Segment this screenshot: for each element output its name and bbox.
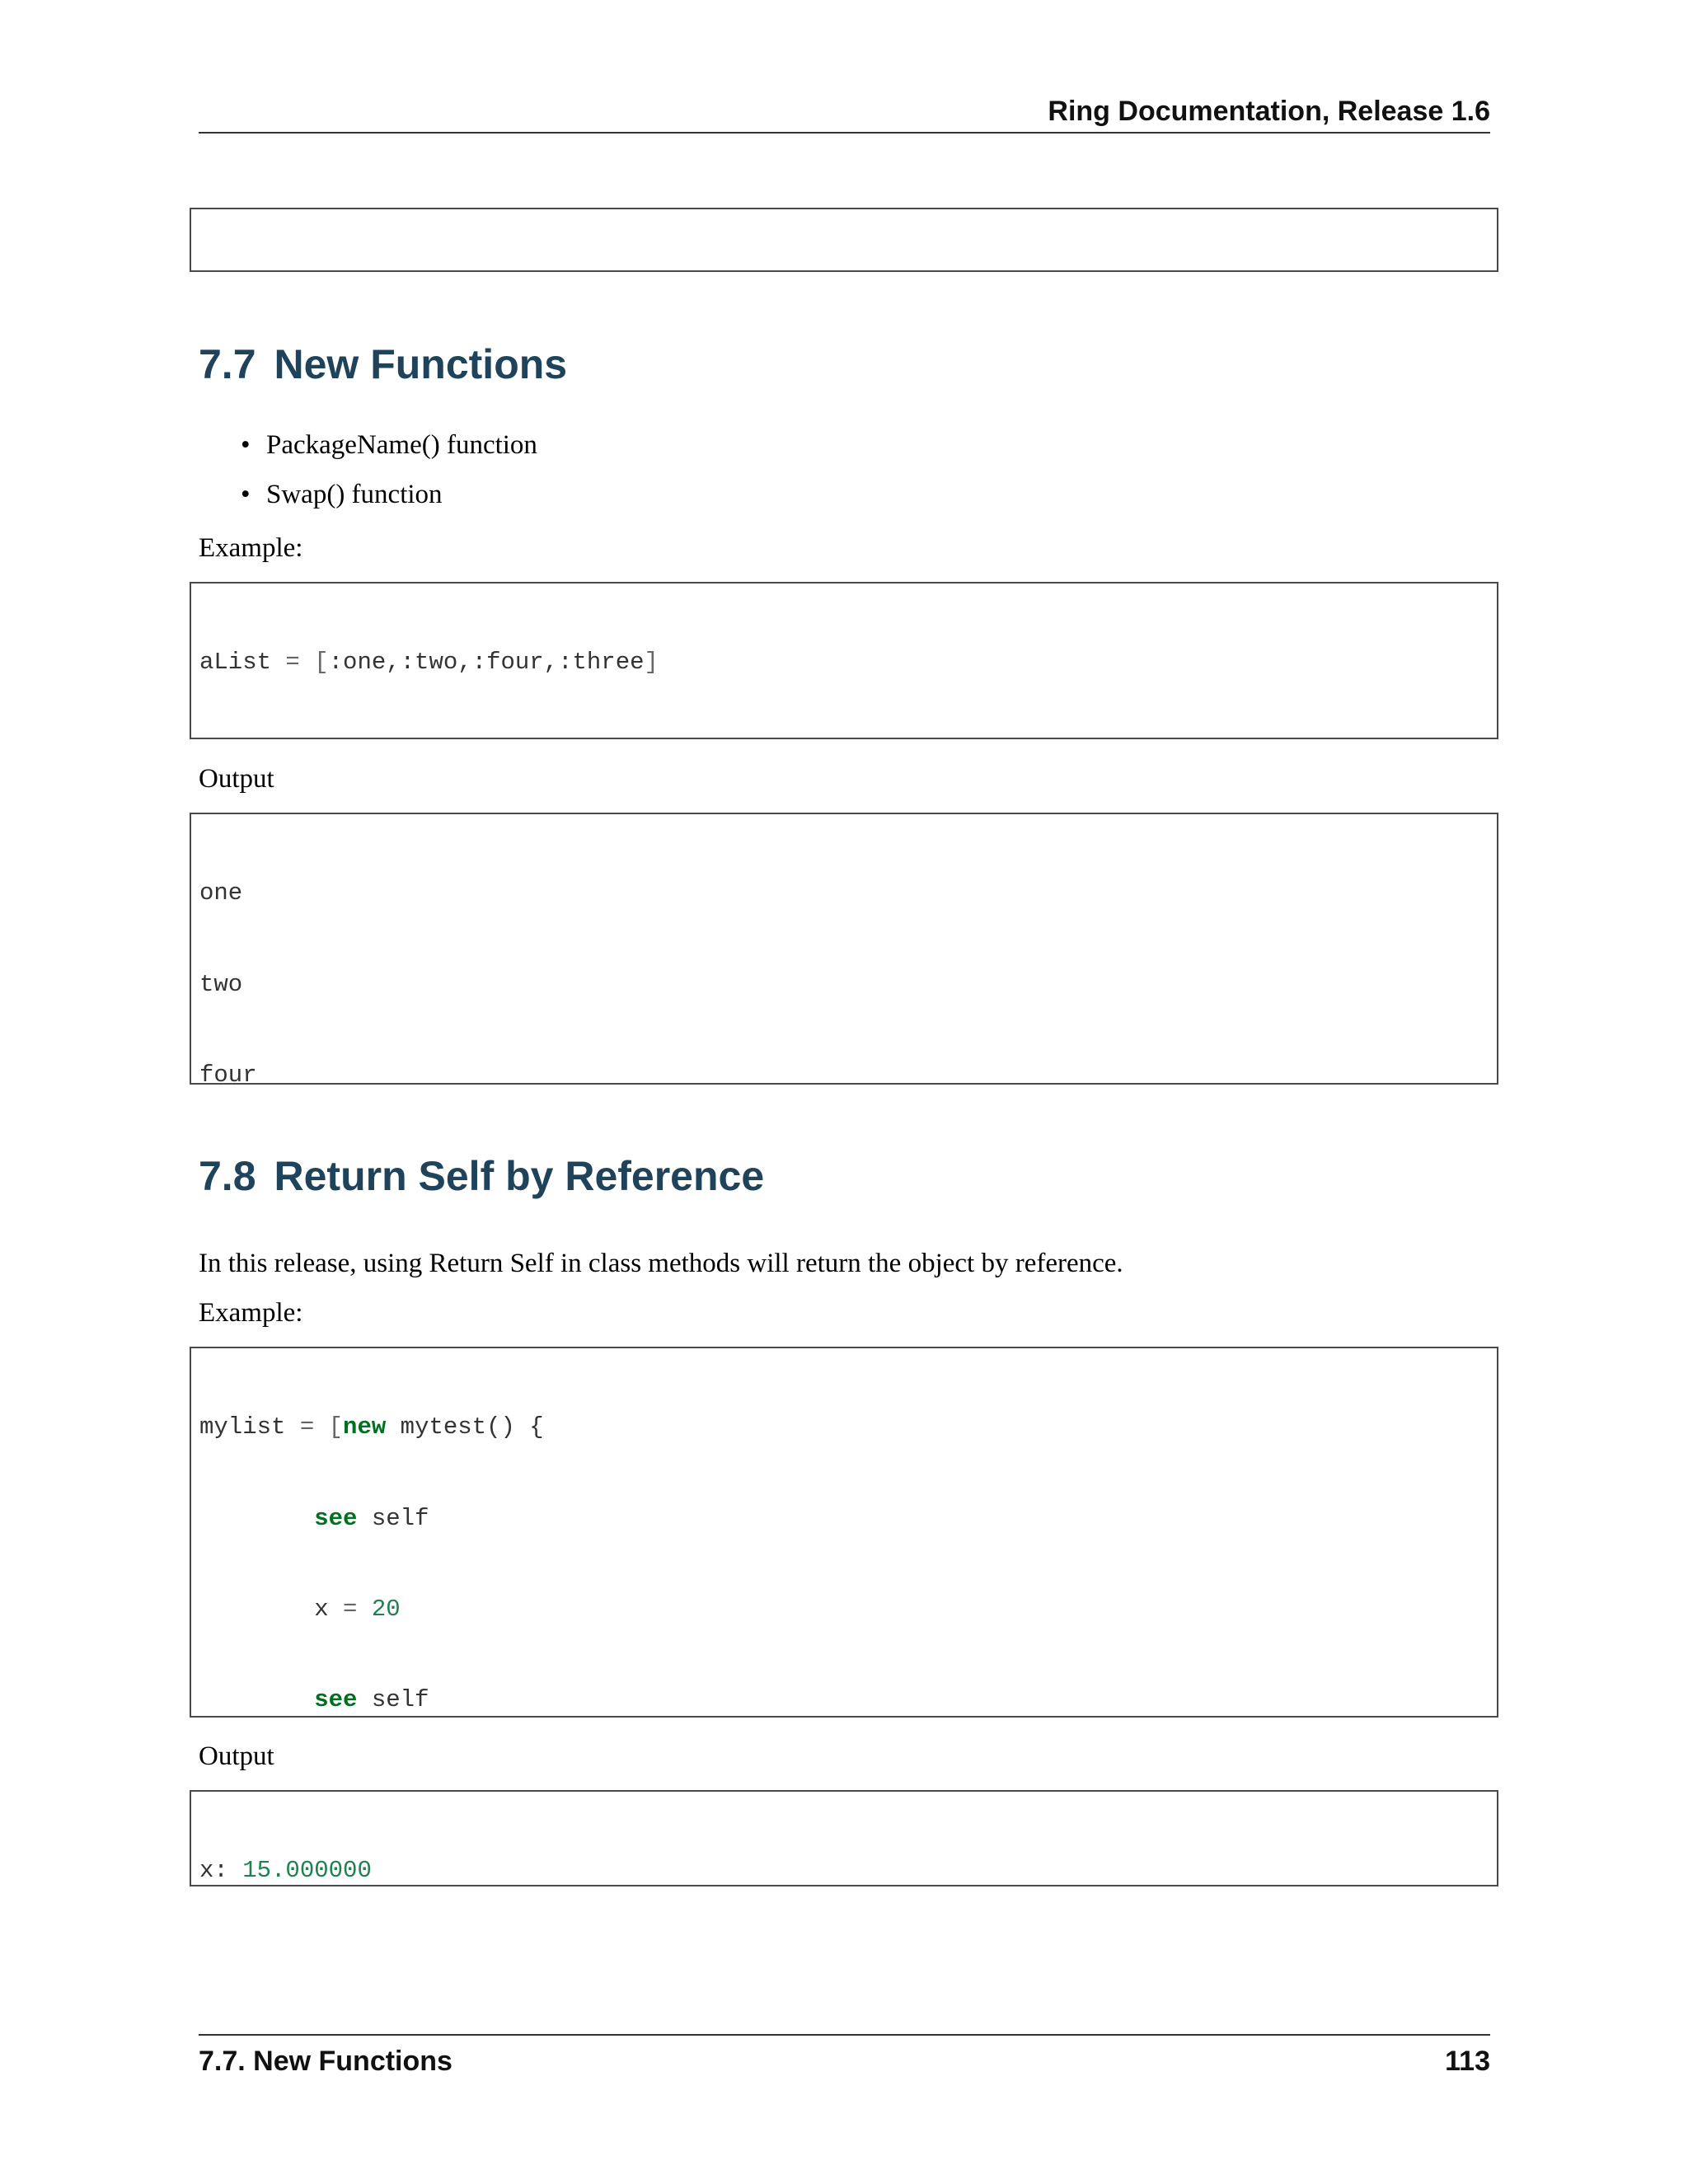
list-item-text: Swap() function [266,480,443,509]
code-line [199,648,1489,678]
output-line: two [199,970,243,998]
output-line [199,1856,1489,1886]
example-label: Example: [199,533,303,563]
code-block-return-self-output [190,1790,1498,1886]
code-token: x: [199,1857,243,1885]
code-block-swap-example [190,582,1498,739]
code-token: 15.000000 [242,1857,372,1885]
code-line [199,1413,1489,1443]
code-token: self [357,1685,429,1713]
code-token: x [199,1595,344,1623]
list-item [199,429,537,478]
output-label: Output [199,764,274,794]
bullet-icon: • [241,430,251,460]
code-indent [199,1686,314,1713]
section-heading-7-8 [199,1151,764,1201]
code-block-return-self-example [190,1347,1498,1718]
code-line [199,1504,1489,1535]
code-token: = [ [285,649,329,677]
output-line: four [199,1061,257,1085]
keyword-new: new [343,1413,387,1441]
code-block-continuation [190,208,1498,272]
list-item [199,478,537,527]
section-number: 7.8 [199,1153,256,1199]
code-block-swap-output [190,813,1498,1085]
code-token: :one,:two,:four,:three [328,649,645,677]
output-label: Output [199,1741,274,1771]
example-label: Example: [199,1298,303,1328]
page-number: 113 [1445,2046,1490,2077]
code-token: = [ [299,1413,344,1441]
code-token: ] [644,649,659,677]
section-title: Return Self by Reference [274,1153,765,1199]
section-title: New Functions [274,341,568,387]
code-token: aList [199,649,286,677]
section-intro: In this release, using Return Self in class methods will return the object by reference. [199,1249,1123,1278]
header-title: Ring Documentation, Release 1.6 [1048,96,1490,127]
code-token: self [357,1504,429,1532]
code-token: mytest() { [386,1413,544,1441]
code-line [199,739,1489,740]
keyword-see: see [314,1685,358,1713]
code-token: 20 [371,1595,401,1623]
section-number: 7.7 [199,341,256,387]
running-footer [199,2034,1490,2085]
section-heading-7-7 [199,340,567,389]
code-line [199,1685,1489,1716]
running-header [199,91,1490,134]
bullet-icon: • [241,480,251,509]
keyword-see: see [314,1504,358,1532]
footer-section: 7.7. New Functions [199,2046,452,2077]
list-item-text: PackageName() function [266,430,537,460]
code-token: mylist [199,1413,300,1441]
new-functions-list [199,429,537,527]
code-indent [199,1505,314,1532]
output-line: one [199,879,243,907]
code-token: = [343,1595,358,1623]
code-line [199,1595,1489,1625]
code-token [357,1596,371,1623]
